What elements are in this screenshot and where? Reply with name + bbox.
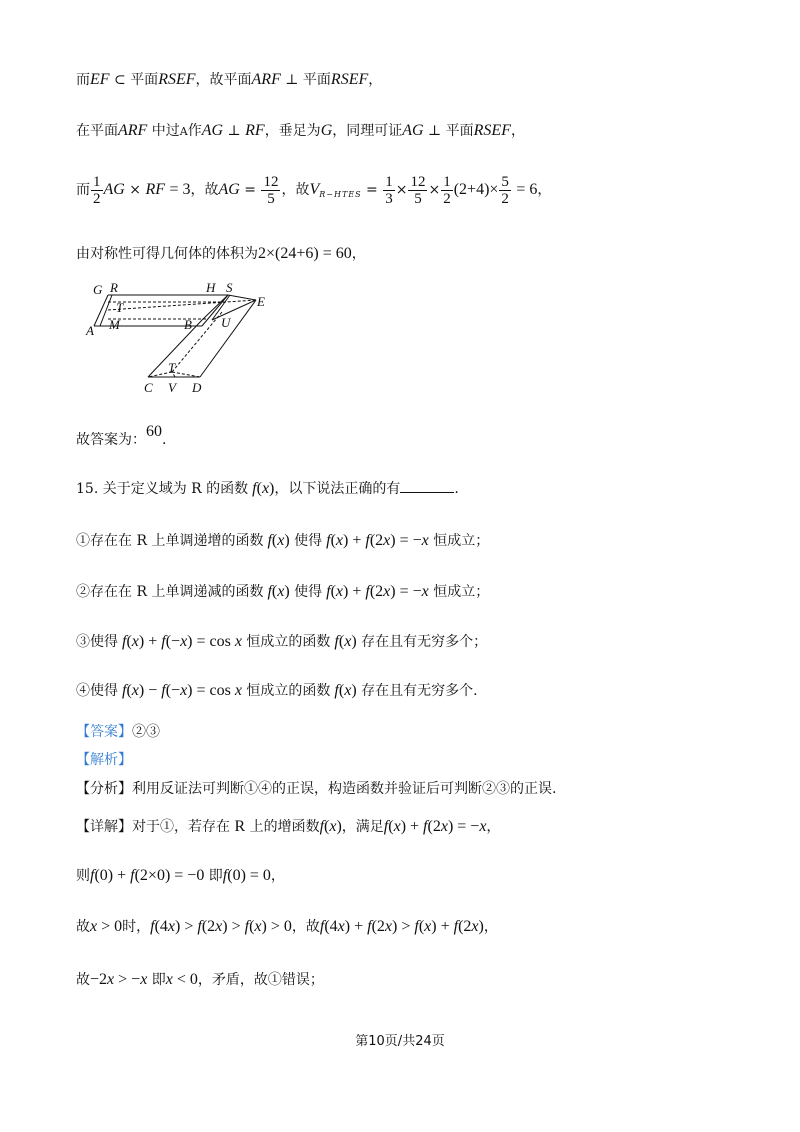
label-v: V xyxy=(168,380,176,395)
label-t-top: T xyxy=(116,300,124,315)
option-1: ①存在在 R 上单调递增的函数 f(x) 使得 f(x) + f(2x) = −x 恒成立； xyxy=(76,532,490,549)
analysis-tag: 【解析】 xyxy=(76,752,132,768)
option-2: ②存在在 R 上单调递减的函数 f(x) 使得 f(x) + f(2x) = −x 恒成立； xyxy=(76,583,490,600)
label-b: B xyxy=(184,317,192,332)
label-s: S xyxy=(226,280,233,295)
label-c: C xyxy=(144,380,153,395)
label-m: M xyxy=(109,317,120,332)
detail-line-2: 则f(0) + f(2×0) = −0 即f(0) = 0， xyxy=(76,867,285,884)
proof-line-1: 而EF ⊂ 平面RSEF，故平面ARF ⊥ 平面RSEF， xyxy=(76,71,383,88)
label-t-bottom: T xyxy=(168,360,176,375)
detail-line: 【详解】对于①，若存在 R 上的增函数f(x)，满足f(x) + f(2x) = −x， xyxy=(76,818,501,835)
page-footer: 第10页/共24页 xyxy=(355,1034,445,1049)
label-u: U xyxy=(221,315,231,330)
fenxi-line: 【分析】利用反证法可判断①④的正误，构造函数并验证后可判断②③的正误. xyxy=(76,781,557,797)
answer-line: 故答案为：60. xyxy=(76,423,167,448)
analysis-tag-line xyxy=(76,750,132,770)
label-e: E xyxy=(257,294,265,309)
detail-line-3: 故x > 0时，f(4x) > f(2x) > f(x) > 0，故f(4x) + f(2x) > f(x) + f(2x)， xyxy=(76,918,498,935)
answer-blank xyxy=(400,480,454,493)
question-15-title: 15. 关于定义域为 R 的函数 f(x)，以下说法正确的有 . xyxy=(76,480,459,497)
label-g: G xyxy=(93,282,103,297)
label-a: A xyxy=(86,323,94,338)
proof-line-4: 由对称性可得几何体的体积为2×(24+6) = 60， xyxy=(76,245,366,262)
label-h: H xyxy=(206,280,216,295)
option-3: ③使得 f(x) + f(−x) = cos x 恒成立的函数 f(x) 存在且有无穷多个； xyxy=(76,633,488,650)
proof-line-2: 在平面ARF 中过A作AG ⊥ RF，垂足为G，同理可证AG ⊥ 平面RSEF， xyxy=(76,122,525,139)
geometry-figure xyxy=(80,280,290,400)
detail-line-4: 故−2x > −x 即x < 0，矛盾，故①错误； xyxy=(76,971,324,988)
option-4: ④使得 f(x) − f(−x) = cos x 恒成立的函数 f(x) 存在且有无穷多个. xyxy=(76,682,478,699)
answer-tag-line: 【答案】②③ xyxy=(76,724,160,740)
label-r: R xyxy=(110,280,118,295)
proof-line-3: 而 $\frac{1}{2}$ AG × RF = 3，故AG = $\frac{12}{5}$ ，故$V_{R-HTES}$ = $\frac{1}{3}$ × $\frac{12}{5}$ × $\frac{1}{2}$ (2+4)× $\frac{5}{2}$ = 6， xyxy=(76,173,552,207)
answer-tag: 【答案】 xyxy=(76,724,132,740)
label-d: D xyxy=(192,380,202,395)
